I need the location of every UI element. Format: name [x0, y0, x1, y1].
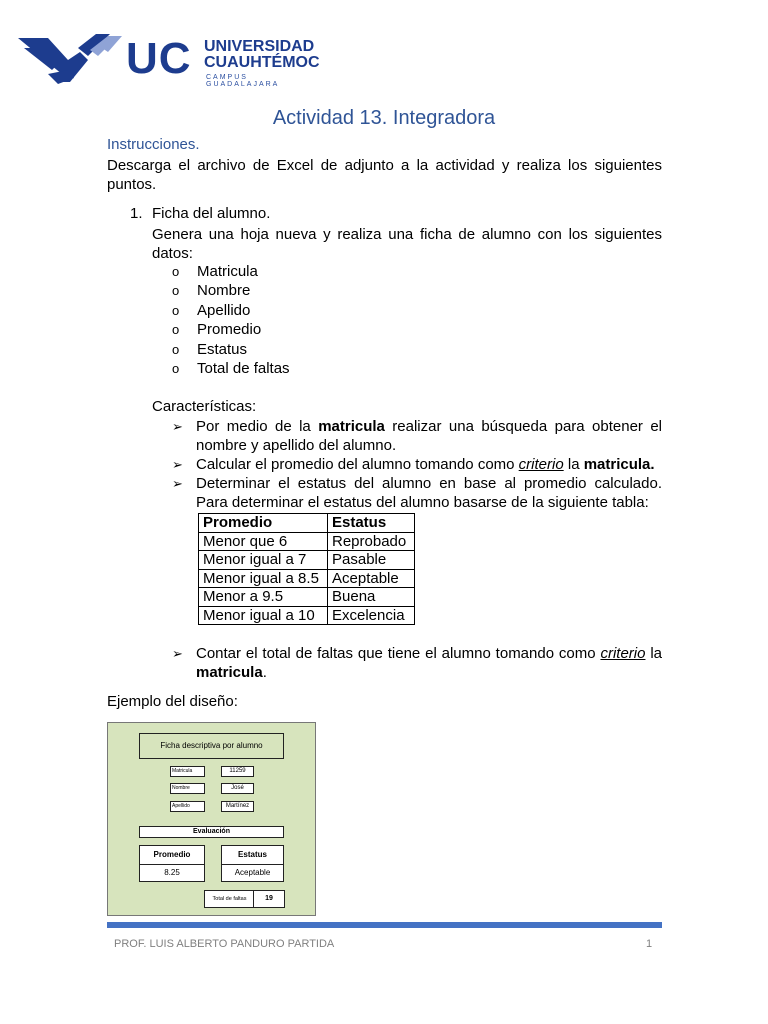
list-item: ➢ Contar el total de faltas que tiene el alumno tomando como criterio la matricula. [172, 645, 662, 681]
table-row: Menor igual a 7 Pasable [199, 551, 415, 570]
list-item: o Estatus [172, 340, 248, 358]
logo-line1: UNIVERSIDAD [204, 38, 315, 55]
logo-line2: CUAUHTÉMOC [204, 54, 320, 71]
instructions-heading: Instrucciones. [107, 136, 200, 153]
arrow-bullet-icon: ➢ [172, 476, 183, 491]
design-promedio-value: 8.25 [139, 864, 205, 882]
status-table [198, 513, 415, 625]
page-number: 1 [646, 938, 653, 950]
list-item: o Promedio [172, 321, 262, 339]
eagle-logo-icon [18, 30, 122, 86]
design-apellido-label: Apellido [170, 801, 205, 812]
table-row: Menor igual a 8.5 Aceptable [199, 569, 415, 588]
fields-list [172, 262, 290, 378]
design-promedio-label: Promedio [139, 845, 205, 865]
list-item: o Nombre [172, 282, 251, 300]
list-item: ➢ Calcular el promedio del alumno tomando como criterio la matricula. [172, 456, 655, 473]
design-faltas-label: Total de faltas [204, 890, 255, 908]
list-item: o Matricula [172, 263, 258, 280]
list-item: o Total de faltas [172, 360, 290, 378]
arrow-bullet-icon: ➢ [172, 457, 183, 472]
footer-divider [107, 922, 662, 928]
list-item: o Apellido [172, 301, 251, 319]
design-estatus-value: Aceptable [221, 864, 284, 882]
table-row: Menor a 9.5 Buena [199, 588, 415, 607]
list-item: ➢ Determinar el estatus del alumno en base al promedio calculado. Para determinar el estatus del alumno basarse de la siguiente tabla: [172, 475, 662, 511]
item-title: Ficha del alumno. [152, 205, 271, 222]
table-row: Menor que 6 Reprobado [199, 532, 415, 551]
design-title: Ficha descriptiva por alumno [139, 733, 284, 759]
table-row: Menor igual a 10 Excelencia [199, 606, 415, 625]
design-example [107, 722, 316, 916]
table-header-row: Promedio Estatus [199, 514, 415, 533]
caracteristicas-list [172, 417, 662, 512]
page-title: Actividad 13. Integradora [272, 107, 496, 129]
ejemplo-heading: Ejemplo del diseño: [107, 693, 238, 710]
list-item: ➢ Por medio de la matricula realizar una búsqueda para obtener el nombre y apellido del alumno. [172, 418, 662, 454]
design-nombre-value: José [221, 783, 254, 794]
design-matricula-label: Matricula [170, 766, 205, 777]
design-faltas-value: 19 [253, 890, 285, 908]
caracteristicas-heading: Características: [152, 398, 257, 415]
arrow-bullet-icon: ➢ [172, 419, 183, 434]
item-description: Genera una hoja nueva y realiza una ficha de alumno con los siguientes datos: [152, 226, 662, 262]
design-apellido-value: Martínez [221, 801, 254, 812]
design-nombre-label: Nombre [170, 783, 205, 794]
logo-uc: UC [126, 34, 192, 83]
logo-campus: CAMPUS GUADALAJARA [206, 74, 280, 88]
design-estatus-label: Estatus [221, 845, 284, 865]
arrow-bullet-icon: ➢ [172, 646, 183, 661]
university-logo [18, 30, 320, 88]
design-evaluacion: Evaluación [139, 826, 284, 838]
design-matricula-value: 11259 [221, 766, 254, 777]
intro-paragraph: Descarga el archivo de Excel de adjunto a la actividad y realiza los siguientes puntos. [107, 157, 662, 193]
footer-author: PROF. LUIS ALBERTO PANDURO PARTIDA [114, 938, 335, 950]
item-number: 1. [130, 205, 143, 222]
